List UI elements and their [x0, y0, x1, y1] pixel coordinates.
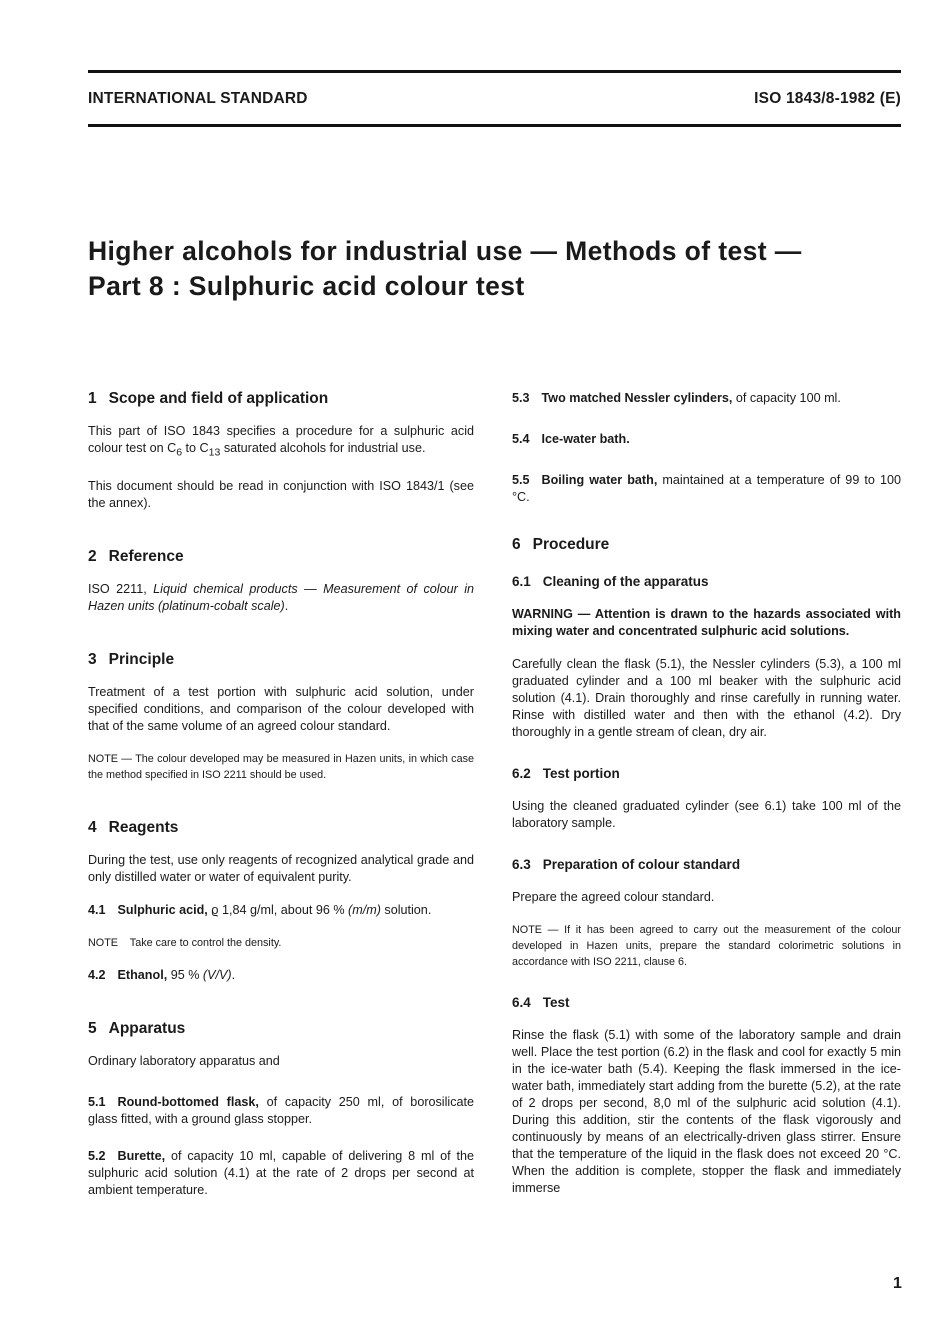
section-3-note: NOTE — The colour developed may be measured in Hazen units, in which case the method specified in ISO 2211 should be used. — [88, 752, 474, 781]
section-1-paragraph-2: This document should be read in conjunction with ISO 1843/1 (see the annex). — [88, 478, 474, 510]
warning-text: WARNING — Attention is drawn to the hazards associated with mixing water and concentrated sulphuric acid solutions. — [512, 607, 901, 638]
header-left: INTERNATIONAL STANDARD — [88, 90, 308, 107]
item-5-3: 5.3 Two matched Nessler cylinders, of capacity 100 ml. — [512, 391, 841, 405]
clause-6-3-heading: 6.3 Preparation of colour standard — [512, 857, 741, 872]
clause-6-1-paragraph: Carefully clean the flask (5.1), the Nessler cylinders (5.3), a 100 ml graduated cylinder and a 100 ml beaker with the sulphuric acid solution (4.1). Drain thoroughly and rinse carefully in running water. Rinse with distilled water and then with the ethanol (4.2). Dry thoroughly in a gentle stream of clean, dry air. — [512, 657, 901, 739]
section-4-paragraph: During the test, use only reagents of recognized analytical grade and only distilled water or water of equivalent purity. — [88, 852, 474, 884]
header-rule — [88, 124, 901, 127]
clause-6-1-heading: 6.1 Cleaning of the apparatus — [512, 574, 709, 589]
section-1-paragraph-1: This part of ISO 1843 specifies a procedure for a sulphuric acid colour test on $C_6$ to $C_{13}$ saturated alcohols for industrial use. — [88, 424, 474, 459]
title-line-1: Higher alcohols for industrial use — Methods of test — — [88, 236, 802, 266]
section-1-heading: 1 Scope and field of application — [88, 390, 329, 407]
item-4-2: 4.2 Ethanol, 95 % (V/V). — [88, 967, 236, 982]
section-2-heading: 2 Reference — [88, 547, 184, 565]
section-5-heading: 5 Apparatus — [88, 1019, 186, 1037]
left-column — [88, 390, 474, 1199]
section-3-heading: 3 Principle — [88, 650, 175, 668]
page-number: 1 — [893, 1275, 902, 1292]
item-4-1: 4.1 Sulphuric acid, ϱ 1,84 g/ml, about 96 % (m/m) solution. — [88, 902, 432, 917]
clause-6-3-note: NOTE — If it has been agreed to carry out the measurement of the colour developed in Hazen units, prepare the standard colorimetric solutions in accordance with ISO 2211, clause 6. — [512, 924, 901, 968]
title-line-2: Part 8 : Sulphuric acid colour test — [88, 271, 525, 301]
section-4-note: NOTE Take care to control the density. — [88, 936, 282, 949]
item-5-2: 5.2 Burette, of capacity 10 ml, capable of delivering 8 ml of the sulphuric acid solution (4.1) at the rate of 2 drops per second at ambient temperature. — [88, 1148, 474, 1197]
section-6-heading: 6 Procedure — [512, 536, 610, 553]
clause-6-2-paragraph: Using the cleaned graduated cylinder (see 6.1) take 100 ml of the laboratory sample. — [512, 799, 901, 830]
clause-6-4-heading: 6.4 Test — [512, 995, 570, 1010]
item-5-1: 5.1 Round-bottomed flask, of capacity 250 ml, of borosilicate glass fitted, with a ground glass stopper. — [88, 1094, 475, 1126]
item-5-4: 5.4 Ice-water bath. — [512, 432, 630, 446]
clause-6-3-paragraph: Prepare the agreed colour standard. — [512, 890, 715, 904]
top-rule — [88, 70, 901, 73]
right-column — [512, 390, 901, 1197]
section-4-heading: 4 Reagents — [88, 818, 179, 836]
section-2-paragraph: ISO 2211, Liquid chemical products — Measurement of colour in Hazen units (platinum-cobalt scale). — [88, 581, 475, 613]
item-5-5: 5.5 Boiling water bath, maintained at a temperature of 99 to 100 °C. — [512, 473, 901, 504]
clause-6-4-paragraph: Rinse the flask (5.1) with some of the laboratory sample and drain well. Place the test portion (6.2) in the flask and cool for exactly 5 min in the ice-water bath (5.4). Keeping the flask immersed in the ice-water bath, immediately start adding from the burette (5.2), at the rate of 2 drops per second, 8,0 ml of the sulphuric acid solution (4.1). During this addition, stir the contents of the flask vigorously and continuously by means of an electrically-driven glass stirrer. Ensure that the temperature of the liquid in the flask does not exceed 20 °C. When the addition is complete, stopper the flask and immediately immerse — [512, 1028, 901, 1195]
clause-6-2-heading: 6.2 Test portion — [512, 766, 620, 781]
section-3-paragraph: Treatment of a test portion with sulphuric acid solution, under specified conditions, and comparison of the colour developed with that of the same volume of an agreed colour standard. — [88, 684, 474, 733]
section-5-paragraph: Ordinary laboratory apparatus and — [88, 1053, 280, 1068]
document-title — [88, 234, 802, 304]
header-right: ISO 1843/8-1982 (E) — [754, 90, 901, 107]
